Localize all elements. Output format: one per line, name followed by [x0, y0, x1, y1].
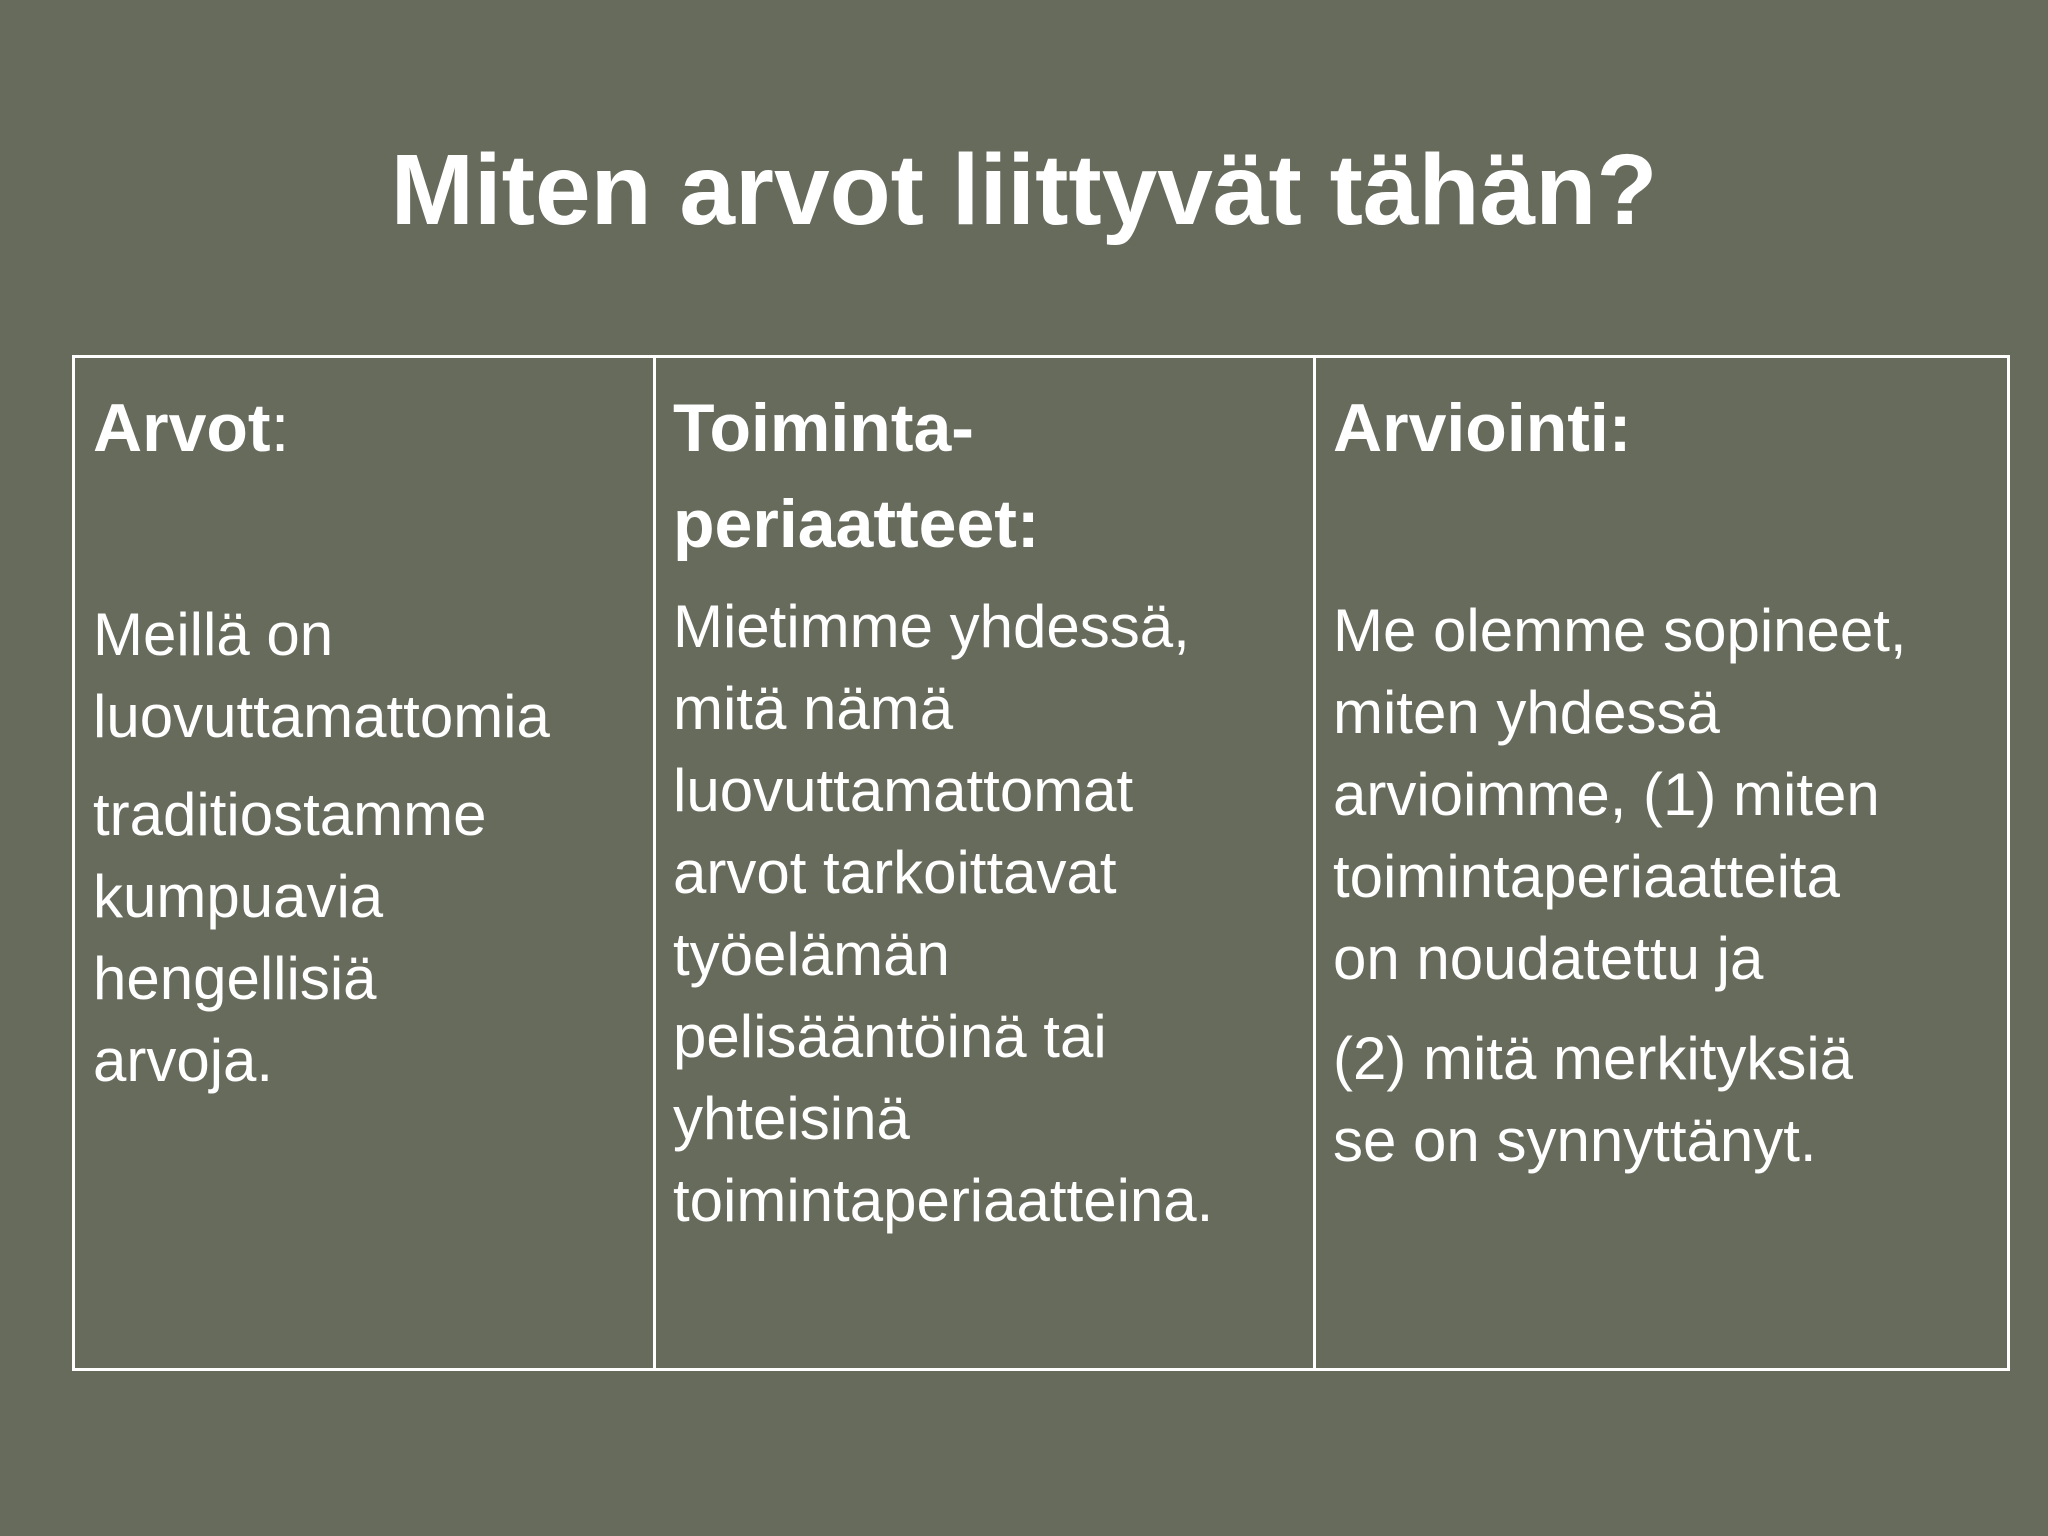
heading-line: Toiminta-	[673, 390, 974, 466]
body-line: traditiostamme	[93, 781, 487, 848]
column-heading	[673, 380, 1313, 572]
body-line: toimintaperiaatteina.	[673, 1167, 1214, 1234]
heading-colon: :	[270, 390, 290, 466]
heading-line: periaatteet:	[673, 486, 1040, 562]
body-line: miten yhdessä	[1333, 679, 1720, 746]
body-line: yhteisinä	[673, 1085, 910, 1152]
column-body	[93, 594, 648, 1102]
body-line: hengellisiä	[93, 945, 377, 1012]
body-line: (2) mitä merkityksiä	[1333, 1025, 1854, 1092]
body-line: mitä nämä	[673, 675, 954, 742]
column-heading: Arviointi:	[1333, 390, 1632, 466]
column-arviointi	[1333, 358, 2011, 1368]
body-line: arvot tarkoittavat	[673, 839, 1117, 906]
column-toimintaperiaatteet	[673, 358, 1313, 1368]
body-line: toimintaperiaatteita	[1333, 843, 1840, 910]
values-table	[72, 355, 2010, 1371]
body-line: arvoja.	[93, 1027, 274, 1094]
column-body	[673, 586, 1313, 1242]
body-line: työelämän	[673, 921, 950, 988]
body-line: luovuttamattomia	[93, 683, 550, 750]
body-line: Meillä on	[93, 601, 334, 668]
column-heading	[93, 380, 648, 476]
column-divider	[653, 358, 656, 1368]
body-line: luovuttamattomat	[673, 757, 1134, 824]
body-line: Mietimme yhdessä,	[673, 593, 1190, 660]
body-line: se on synnyttänyt.	[1333, 1107, 1817, 1174]
column-divider	[1313, 358, 1316, 1368]
column-body	[1333, 590, 2011, 1182]
body-line: kumpuavia	[93, 863, 384, 930]
body-line: on noudatettu ja	[1333, 925, 1764, 992]
slide-title: Miten arvot liittyvät tähän?	[390, 134, 1658, 246]
body-line: arvioimme, (1) miten	[1333, 761, 1880, 828]
body-line: pelisääntöinä tai	[673, 1003, 1107, 1070]
column-arvot	[93, 358, 648, 1368]
heading-text: Arvot	[93, 390, 271, 466]
body-line: Me olemme sopineet,	[1333, 597, 1907, 664]
